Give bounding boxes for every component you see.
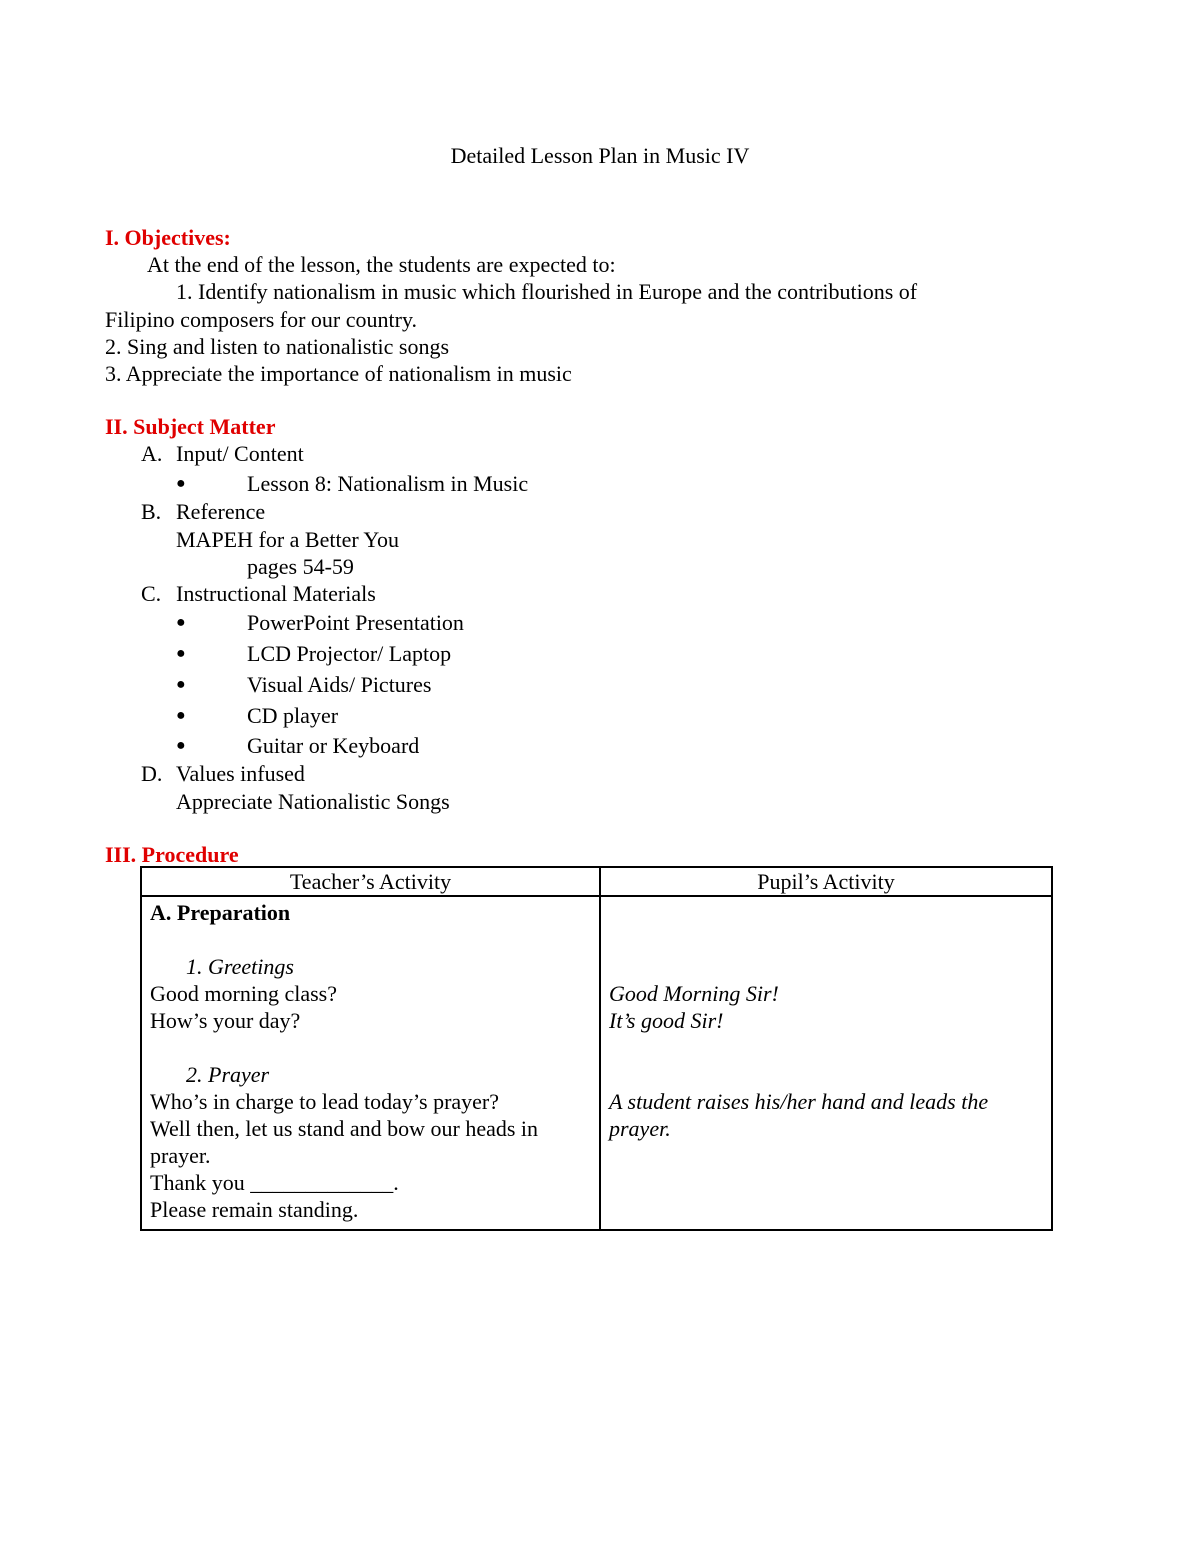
section-d-label: D.: [141, 761, 163, 786]
teacher-greeting: Good morning class?: [150, 981, 337, 1006]
section-b-label: B.: [141, 499, 162, 524]
material-item: LCD Projector/ Laptop: [247, 641, 452, 666]
section-c-label: C.: [141, 581, 162, 606]
pupil-activity-cell: [600, 896, 1052, 1230]
objective-item-1-line-1: 1. Identify nationalism in music which flourished in Europe and the contributions of: [176, 279, 918, 304]
reference-pages: pages 54-59: [247, 554, 354, 579]
bullet-icon: ●: [176, 614, 186, 631]
section-d-title: Values infused: [176, 761, 305, 786]
bullet-icon: ●: [176, 475, 186, 492]
section-c-title: Instructional Materials: [176, 581, 376, 606]
teacher-activity-cell: [141, 896, 600, 1230]
subject-matter-heading: II. Subject Matter: [105, 414, 276, 439]
spacer: [150, 1034, 591, 1061]
objectives-heading: I. Objectives:: [105, 225, 231, 250]
teacher-prayer-instruction: Well then, let us stand and bow our heads in prayer.: [150, 1116, 539, 1168]
teacher-question: How’s your day?: [150, 1008, 301, 1033]
reference-book: MAPEH for a Better You: [176, 527, 400, 552]
objectives-intro: At the end of the lesson, the students are expected to:: [147, 252, 616, 277]
bullet-icon: ●: [176, 645, 186, 662]
prayer-subheading: 2. Prayer: [186, 1062, 270, 1087]
preparation-heading: A. Preparation: [150, 900, 291, 925]
spacer: [609, 1034, 1043, 1061]
teacher-remain-standing: Please remain standing.: [150, 1197, 359, 1222]
spacer: [609, 899, 1043, 926]
spacer: [609, 1061, 1043, 1088]
bullet-icon: ●: [176, 676, 186, 693]
section-b-title: Reference: [176, 499, 266, 524]
pupil-response-greeting: Good Morning Sir!: [609, 981, 779, 1006]
procedure-heading: III. Procedure: [105, 842, 239, 867]
material-item: Guitar or Keyboard: [247, 733, 420, 758]
teacher-prayer-question: Who’s in charge to lead today’s prayer?: [150, 1089, 500, 1114]
spacer: [609, 953, 1043, 980]
pupil-activity-header: Pupil’s Activity: [600, 867, 1052, 896]
objective-item-1-line-2: Filipino composers for our country.: [105, 307, 418, 332]
section-a-label: A.: [141, 441, 163, 466]
pupil-response-prayer: A student raises his/her hand and leads the prayer.: [609, 1089, 989, 1141]
greetings-subheading: 1. Greetings: [186, 954, 294, 979]
bullet-icon: ●: [176, 707, 186, 724]
material-item: PowerPoint Presentation: [247, 610, 464, 635]
spacer: [609, 926, 1043, 953]
teacher-thanks: Thank you _____________.: [150, 1170, 399, 1195]
pupil-response-day: It’s good Sir!: [609, 1008, 724, 1033]
bullet-icon: ●: [176, 737, 186, 754]
teacher-activity-header: Teacher’s Activity: [141, 867, 600, 896]
material-item: CD player: [247, 703, 339, 728]
objective-item-2: 2. Sing and listen to nationalistic songs: [105, 334, 450, 359]
spacer: [150, 926, 591, 953]
material-item: Visual Aids/ Pictures: [247, 672, 432, 697]
procedure-table: [140, 866, 1053, 1231]
values-infused: Appreciate Nationalistic Songs: [176, 789, 450, 814]
objective-item-3: 3. Appreciate the importance of nationalism in music: [105, 361, 572, 386]
section-a-title: Input/ Content: [176, 441, 304, 466]
content-bullet: Lesson 8: Nationalism in Music: [247, 471, 529, 496]
document-title: Detailed Lesson Plan in Music IV: [450, 143, 750, 168]
table-row: [141, 896, 1052, 1230]
table-header-row: [141, 867, 1052, 896]
